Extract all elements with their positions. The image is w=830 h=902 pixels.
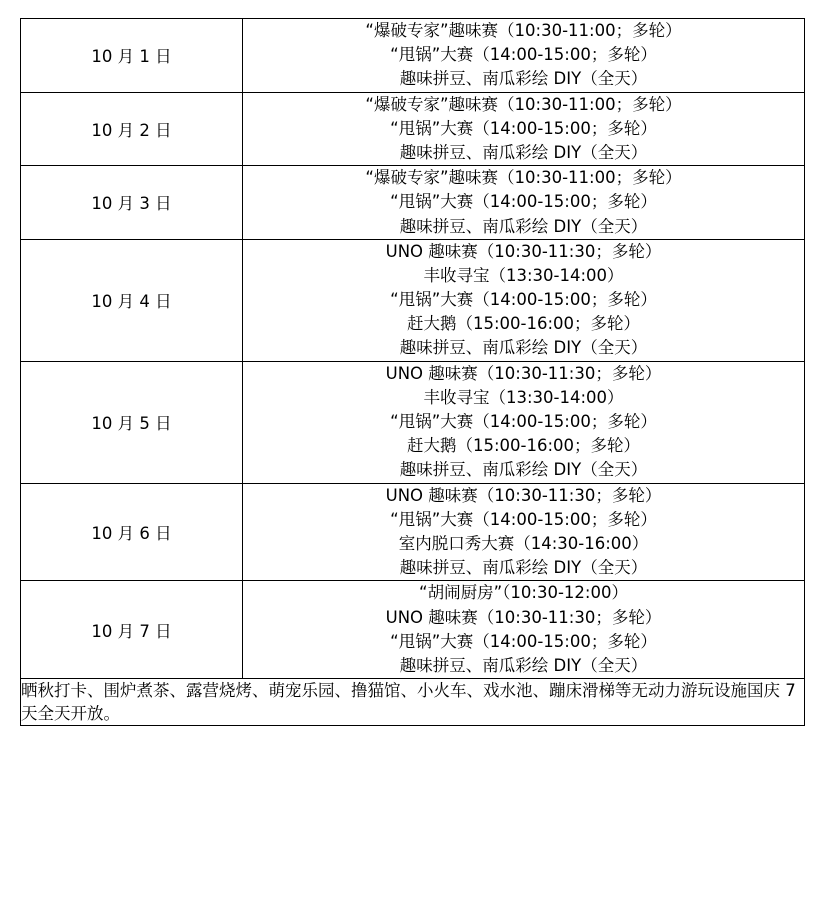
table-row [21,361,805,483]
schedule-table [20,18,805,726]
footer-row [21,679,805,726]
event-item: “甩锅”大赛（14:00-15:00；多轮） [390,412,657,431]
event-item: UNO 趣味赛（10:30-11:30；多轮） [385,607,662,627]
event-item: UNO 趣味赛（10:30-11:30；多轮） [385,485,662,505]
events-cell [243,166,805,240]
events-cell [243,361,805,483]
table-row [21,92,805,166]
table-row [21,581,805,679]
table-row [21,239,805,361]
date-cell: 10 月 3 日 [21,166,243,240]
event-item: “胡闹厨房”（10:30-12:00） [419,583,628,603]
event-item: “爆破专家”趣味赛（10:30-11:00；多轮） [365,94,682,114]
events-cell [243,19,805,93]
event-item: “甩锅”大赛（14:00-15:00；多轮） [390,45,657,65]
events-cell [243,239,805,361]
date-cell: 10 月 5 日 [21,361,243,483]
event-item: 趣味拼豆、南瓜彩绘 DIY（全天） [399,338,648,358]
event-item: “甩锅”大赛（14:00-15:00；多轮） [390,290,657,310]
event-item: “甩锅”大赛（14:00-15:00；多轮） [390,192,657,212]
event-item: 丰收寻宝（13:30-14:00） [423,387,624,407]
event-item: 趣味拼豆、南瓜彩绘 DIY（全天） [399,655,648,675]
event-item: 趣味拼豆、南瓜彩绘 DIY（全天） [399,460,648,480]
table-row [21,19,805,93]
events-cell [243,581,805,679]
event-item: “甩锅”大赛（14:00-15:00；多轮） [390,509,657,529]
event-item: 室内脱口秀大赛（14:30-16:00） [398,533,649,553]
event-item: 趣味拼豆、南瓜彩绘 DIY（全天） [399,558,648,578]
event-item: 趣味拼豆、南瓜彩绘 DIY（全天） [399,142,648,162]
table-row [21,166,805,240]
event-item: 趣味拼豆、南瓜彩绘 DIY（全天） [399,216,648,236]
events-cell [243,92,805,166]
event-item: 赶大鹅（15:00-16:00；多轮） [406,314,641,334]
event-item: “爆破专家”趣味赛（10:30-11:00；多轮） [365,168,682,188]
event-item: “爆破专家”趣味赛（10:30-11:00；多轮） [365,21,682,40]
schedule-body [21,19,805,726]
table-row [21,483,805,581]
event-item: “甩锅”大赛（14:00-15:00；多轮） [390,118,657,138]
event-item: 丰收寻宝（13:30-14:00） [423,265,624,285]
event-item: UNO 趣味赛（10:30-11:30；多轮） [385,363,662,383]
date-cell: 10 月 7 日 [21,581,243,679]
event-item: 趣味拼豆、南瓜彩绘 DIY（全天） [399,69,648,89]
date-cell: 10 月 2 日 [21,92,243,166]
event-item: UNO 趣味赛（10:30-11:30；多轮） [385,241,662,261]
footer-note: 晒秋打卡、围炉煮茶、露营烧烤、萌宠乐园、撸猫馆、小火车、戏水池、蹦床滑梯等无动力游玩设施国庆 7 天全天开放。 [21,679,805,726]
date-cell: 10 月 4 日 [21,239,243,361]
events-cell [243,483,805,581]
date-cell: 10 月 6 日 [21,483,243,581]
date-cell: 10 月 1 日 [21,19,243,93]
event-item: “甩锅”大赛（14:00-15:00；多轮） [390,631,657,651]
event-item: 赶大鹅（15:00-16:00；多轮） [406,436,641,456]
